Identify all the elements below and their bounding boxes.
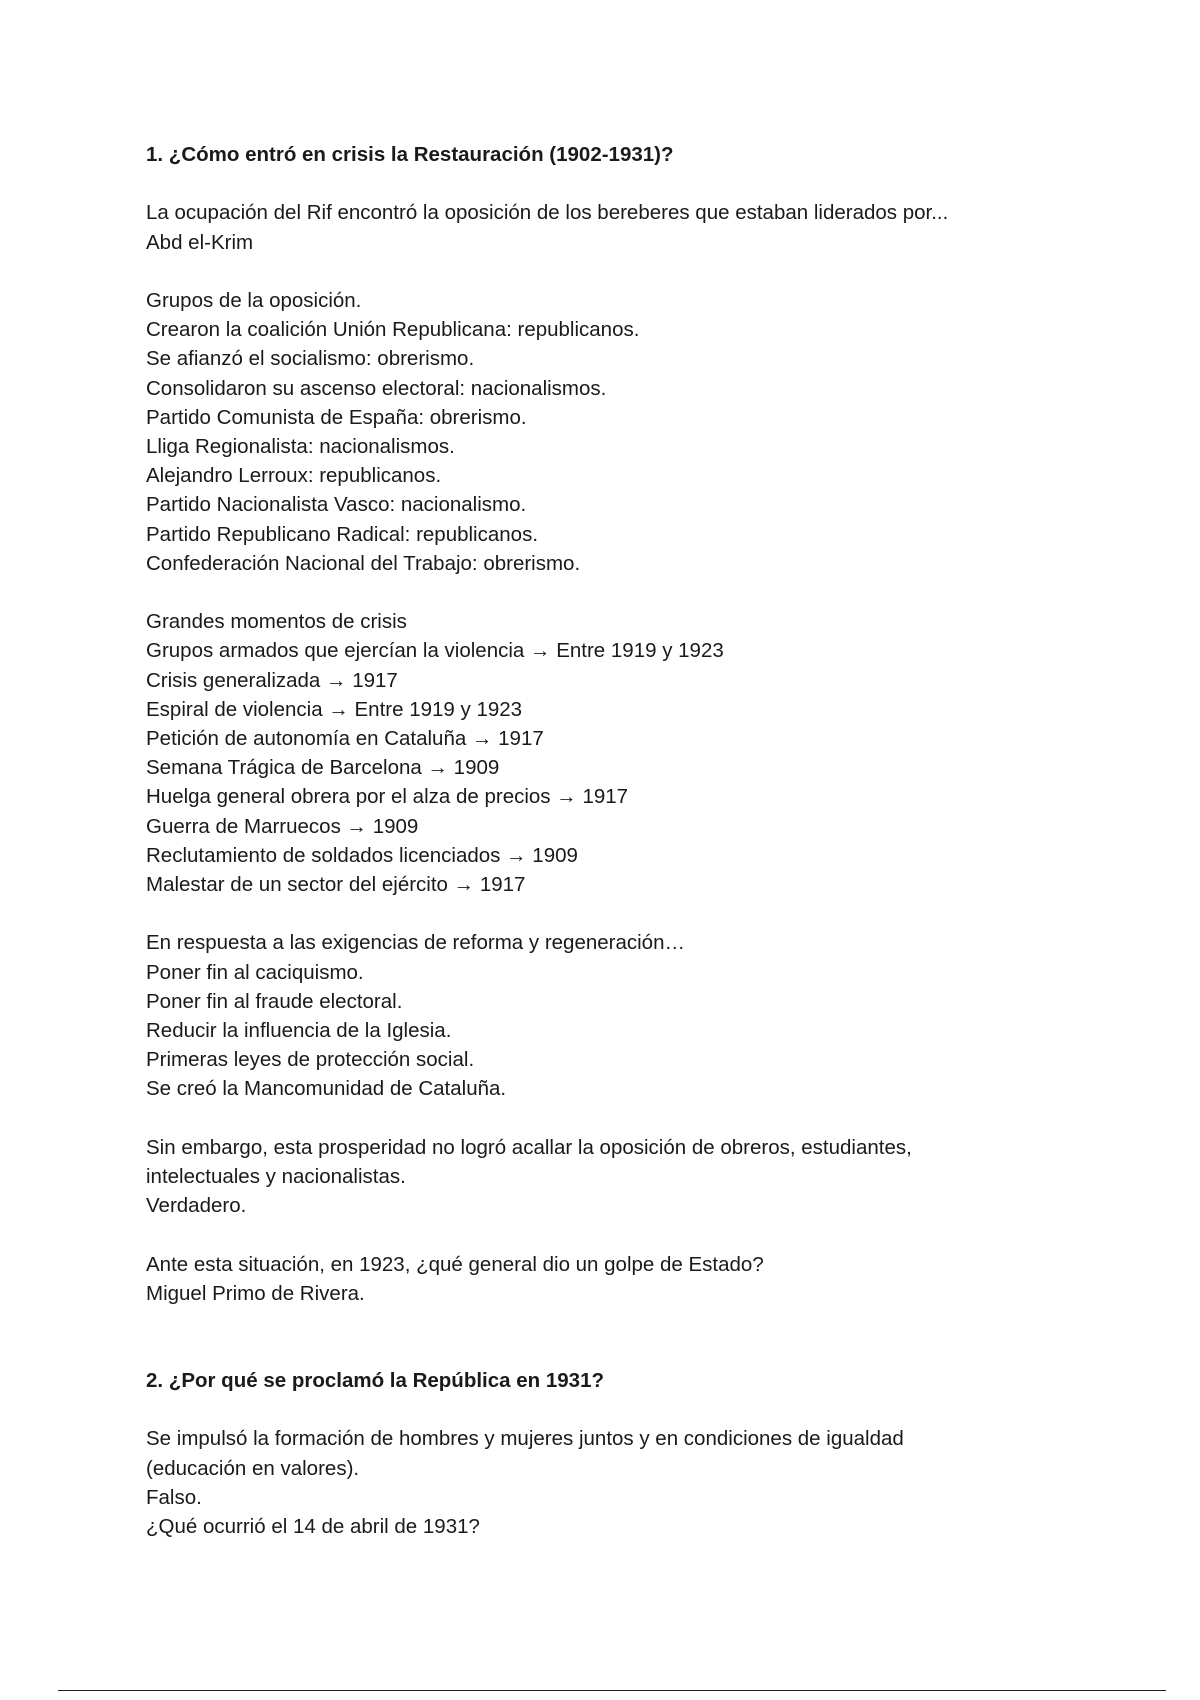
- list-item: Primeras leyes de protección social.: [146, 1048, 475, 1072]
- list-item: Semana Trágica de Barcelona → 1909: [146, 756, 500, 780]
- educacion-statement: Se impulsó la formación de hombres y mujeres juntos y en condiciones de igualdad: [146, 1427, 904, 1451]
- oposicion-heading: Grupos de la oposición.: [146, 288, 362, 312]
- list-item: Crisis generalizada → 1917: [146, 668, 398, 692]
- list-item: Guerra de Marruecos → 1909: [146, 814, 419, 838]
- rif-answer: Abd el-Krim: [146, 230, 254, 254]
- rif-question: La ocupación del Rif encontró la oposición de los bereberes que estaban liderados por...: [146, 201, 949, 225]
- golpe-block: [146, 1250, 1106, 1308]
- educacion-block: [146, 1424, 1106, 1541]
- section-1-title: 1. ¿Cómo entró en crisis la Restauración (1902-1931)?: [146, 143, 674, 166]
- list-item: Confederación Nacional del Trabajo: obrerismo.: [146, 551, 581, 575]
- list-item: Partido Republicano Radical: republicanos.: [146, 522, 539, 546]
- reforma-block: [146, 928, 1106, 1103]
- list-item: Poner fin al fraude electoral.: [146, 989, 403, 1013]
- golpe-question: Ante esta situación, en 1923, ¿qué general dio un golpe de Estado?: [146, 1252, 764, 1276]
- list-item: Petición de autonomía en Cataluña → 1917: [146, 727, 544, 751]
- list-item: Se creó la Mancomunidad de Cataluña.: [146, 1077, 507, 1101]
- list-item: Poner fin al caciquismo.: [146, 960, 364, 984]
- prosperidad-answer: Verdadero.: [146, 1194, 247, 1218]
- document-page: [146, 140, 1106, 1541]
- list-item: Reclutamiento de soldados licenciados → 1909: [146, 843, 578, 867]
- educacion-statement-cont: (educación en valores).: [146, 1456, 360, 1480]
- list-item: Espiral de violencia → Entre 1919 y 1923: [146, 697, 523, 721]
- oposicion-block: [146, 286, 1106, 578]
- prosperidad-block: [146, 1133, 1106, 1221]
- reforma-heading: En respuesta a las exigencias de reforma y regeneración…: [146, 931, 685, 955]
- prosperidad-statement-cont: intelectuales y nacionalistas.: [146, 1165, 406, 1189]
- list-item: Huelga general obrera por el alza de precios → 1917: [146, 785, 629, 809]
- list-item: Crearon la coalición Unión Republicana: republicanos.: [146, 318, 640, 342]
- list-item: Partido Nacionalista Vasco: nacionalismo.: [146, 493, 527, 517]
- list-item: Lliga Regionalista: nacionalismos.: [146, 435, 455, 458]
- list-item: Reducir la influencia de la Iglesia.: [146, 1019, 452, 1043]
- crisis-heading: Grandes momentos de crisis: [146, 610, 407, 634]
- prosperidad-statement: Sin embargo, esta prosperidad no logró acallar la oposición de obreros, estudiantes,: [146, 1135, 912, 1159]
- list-item: Alejandro Lerroux: republicanos.: [146, 464, 442, 488]
- abril-question: ¿Qué ocurrió el 14 de abril de 1931?: [146, 1515, 480, 1539]
- list-item: Partido Comunista de España: obrerismo.: [146, 405, 527, 429]
- golpe-answer: Miguel Primo de Rivera.: [146, 1281, 365, 1305]
- crisis-block: [146, 607, 1106, 899]
- section-2-title: 2. ¿Por qué se proclamó la República en 1931?: [146, 1369, 604, 1393]
- page-bottom-divider: [58, 1690, 1166, 1691]
- rif-block: [146, 198, 1106, 256]
- list-item: Malestar de un sector del ejército → 1917: [146, 873, 526, 897]
- educacion-answer: Falso.: [146, 1485, 202, 1509]
- list-item: Grupos armados que ejercían la violencia → Entre 1919 y 1923: [146, 639, 724, 663]
- list-item: Se afianzó el socialismo: obrerismo.: [146, 347, 475, 371]
- list-item: Consolidaron su ascenso electoral: nacionalismos.: [146, 376, 607, 400]
